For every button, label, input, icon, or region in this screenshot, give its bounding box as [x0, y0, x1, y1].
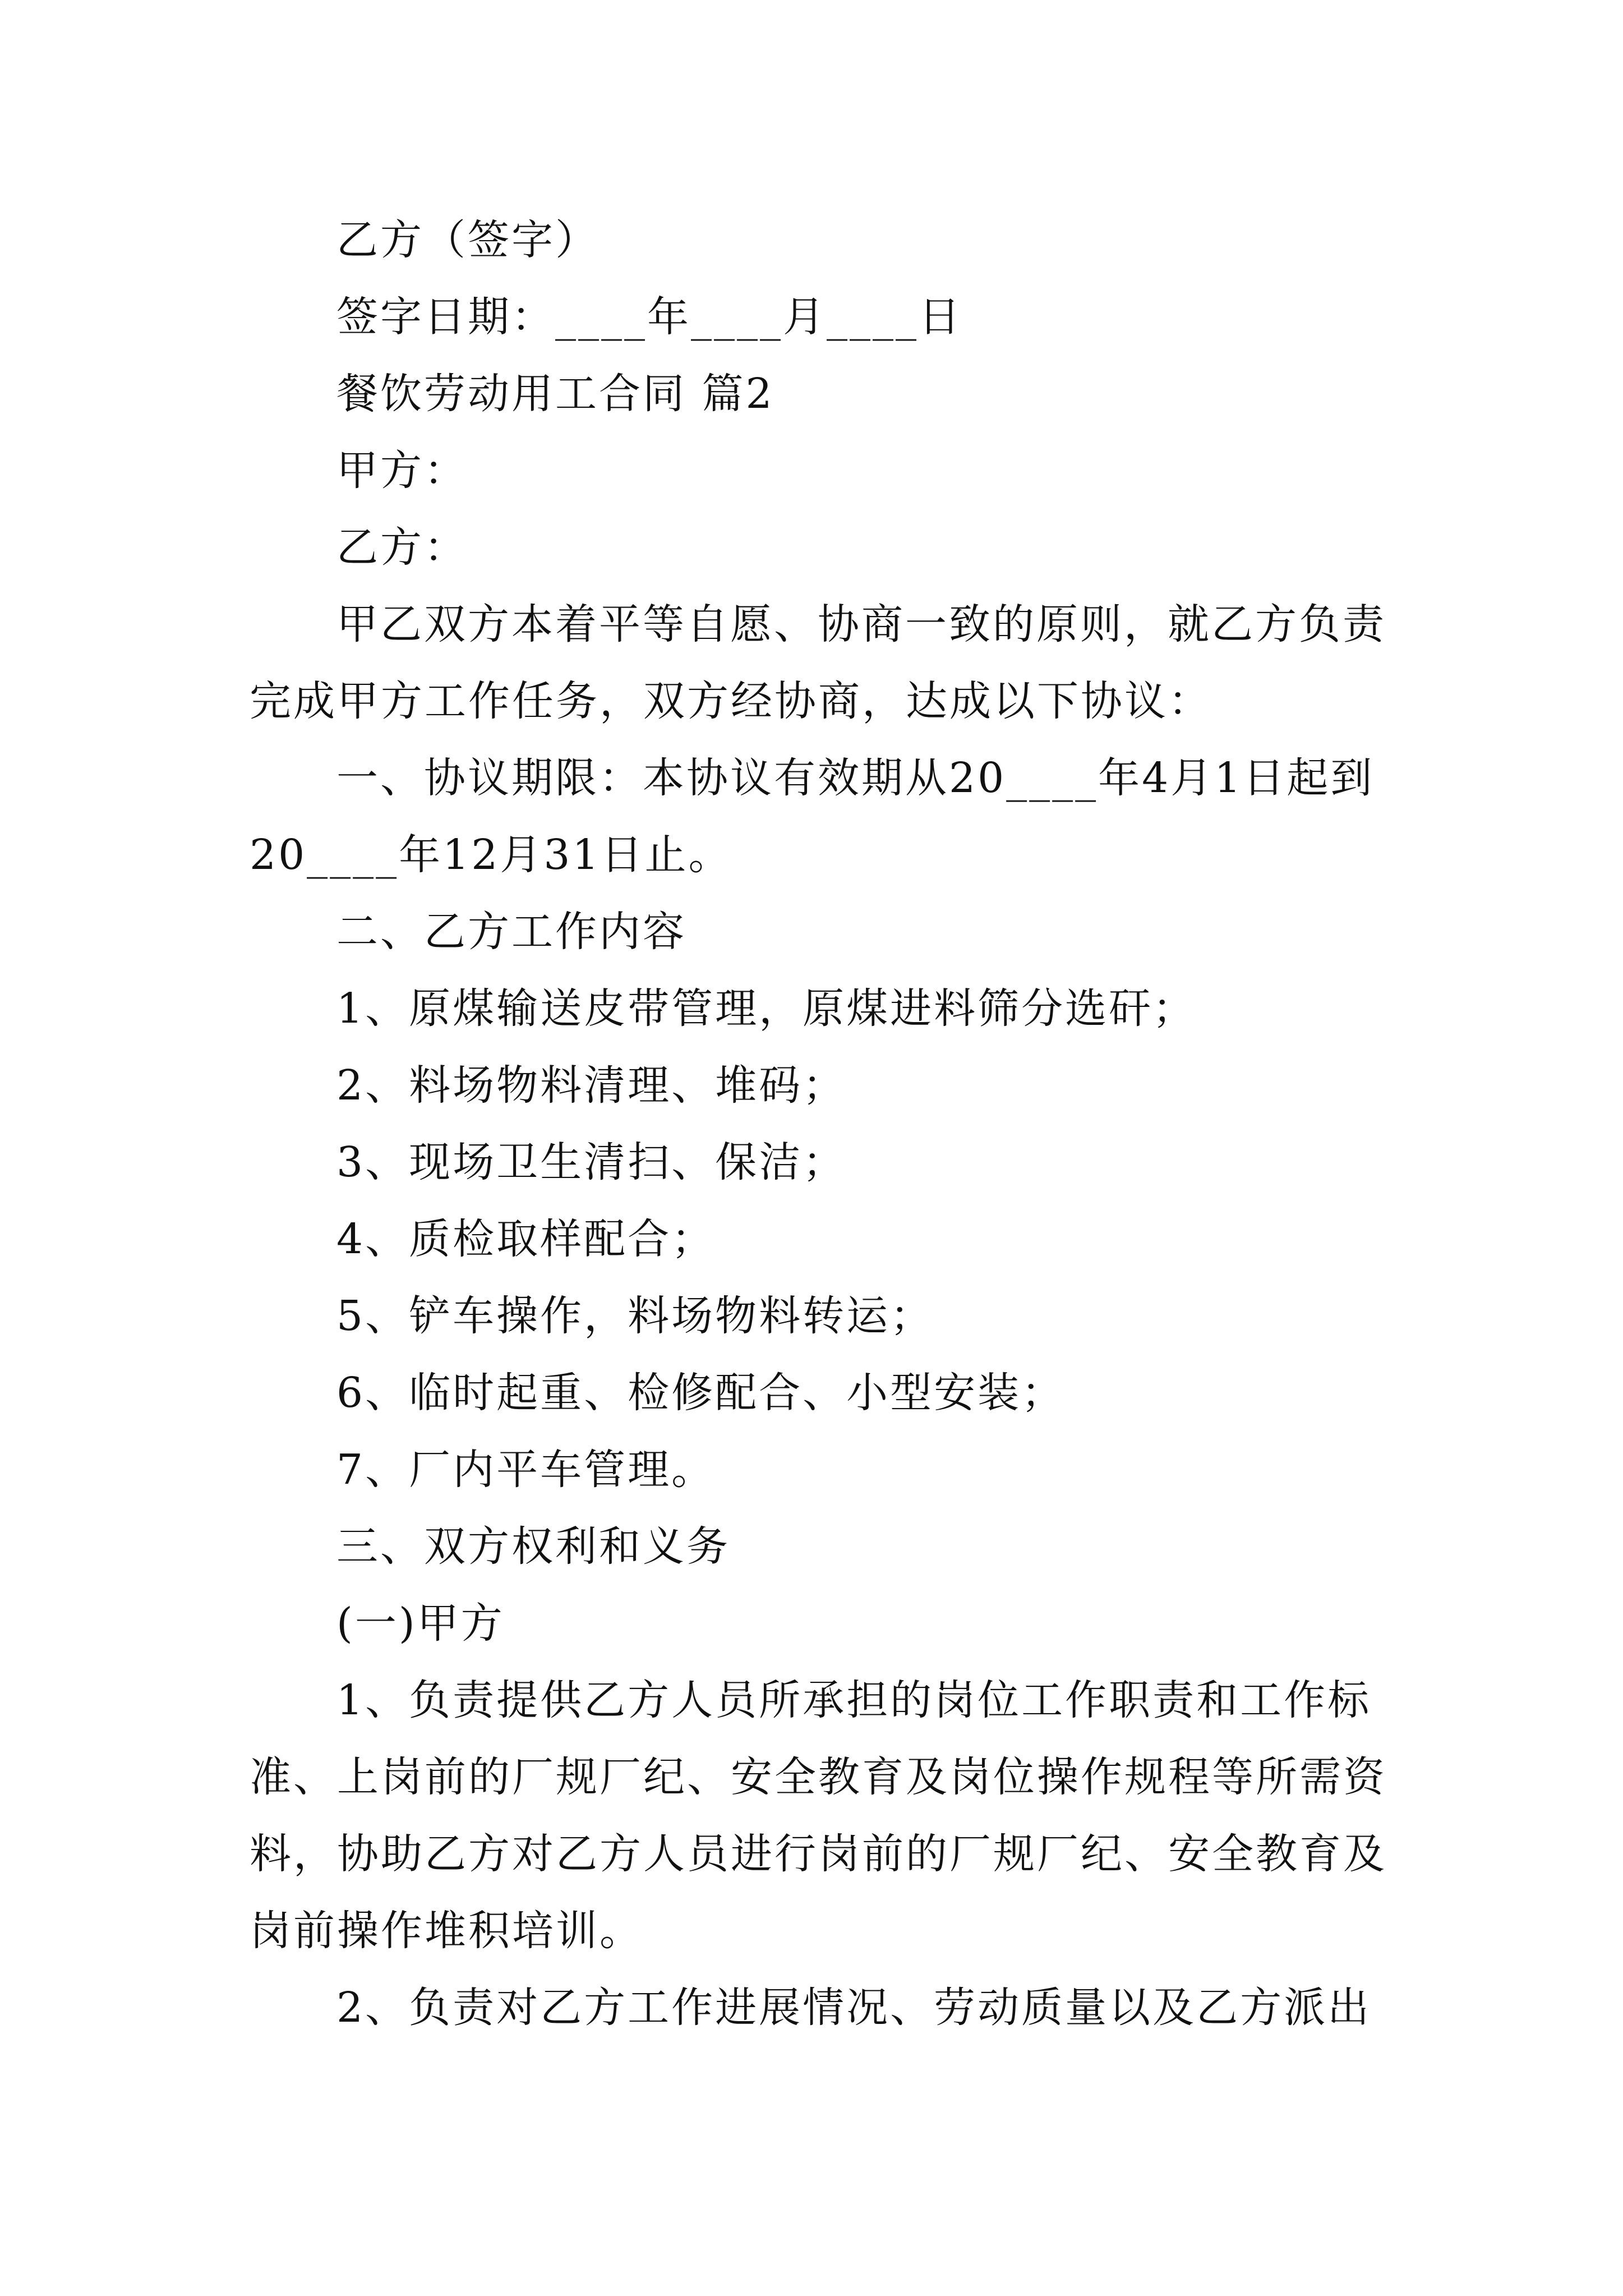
signature-date-line: 签字日期：____年____月____日 — [336, 293, 962, 341]
work-item-5: 5、铲车操作，料场物料转运； — [336, 1292, 934, 1340]
intro-paragraph-line-1: 甲乙双方本着平等自愿、协商一致的原则，就乙方负责 — [336, 600, 1386, 648]
obligation-1-line-3: 料，协助乙方对乙方人员进行岗前的厂规厂纪、安全教育及 — [250, 1830, 1387, 1878]
obligation-1-line-1: 1、负责提供乙方人员所承担的岗位工作职责和工作标 — [336, 1676, 1372, 1724]
party-a-subheading: (一)甲方 — [336, 1599, 505, 1648]
work-item-1: 1、原煤输送皮带管理，原煤进料筛分选矸； — [336, 984, 1197, 1033]
work-content-heading: 二、乙方工作内容 — [336, 908, 686, 956]
party-b-label: 乙方： — [336, 523, 468, 572]
rights-obligations-heading: 三、双方权利和义务 — [336, 1522, 730, 1571]
section-title: 餐饮劳动用工合同 篇2 — [336, 370, 774, 418]
party-a-label: 甲方： — [336, 447, 468, 495]
intro-paragraph-line-2: 完成甲方工作任务，双方经协商，达成以下协议： — [250, 677, 1212, 725]
work-item-3: 3、现场卫生清扫、保洁； — [336, 1138, 847, 1186]
work-item-4: 4、质检取样配合； — [336, 1215, 716, 1263]
signature-line-party-b: 乙方（签字） — [336, 216, 599, 264]
obligation-1-line-4: 岗前操作堆积培训。 — [250, 1907, 643, 1955]
work-item-7: 7、厂内平车管理。 — [336, 1446, 716, 1494]
work-item-2: 2、料场物料清理、堆码； — [336, 1061, 847, 1110]
term-paragraph-line-1: 一、协议期限：本协议有效期从20____年4月1日起到 — [336, 754, 1375, 802]
work-item-6: 6、临时起重、检修配合、小型安装； — [336, 1369, 1066, 1417]
term-paragraph-line-2: 20____年12月31日止。 — [250, 831, 732, 879]
obligation-2-line-1: 2、负责对乙方工作进展情况、劳动质量以及乙方派出 — [336, 1984, 1372, 2032]
obligation-1-line-2: 准、上岗前的厂规厂纪、安全教育及岗位操作规程等所需资 — [250, 1753, 1387, 1801]
